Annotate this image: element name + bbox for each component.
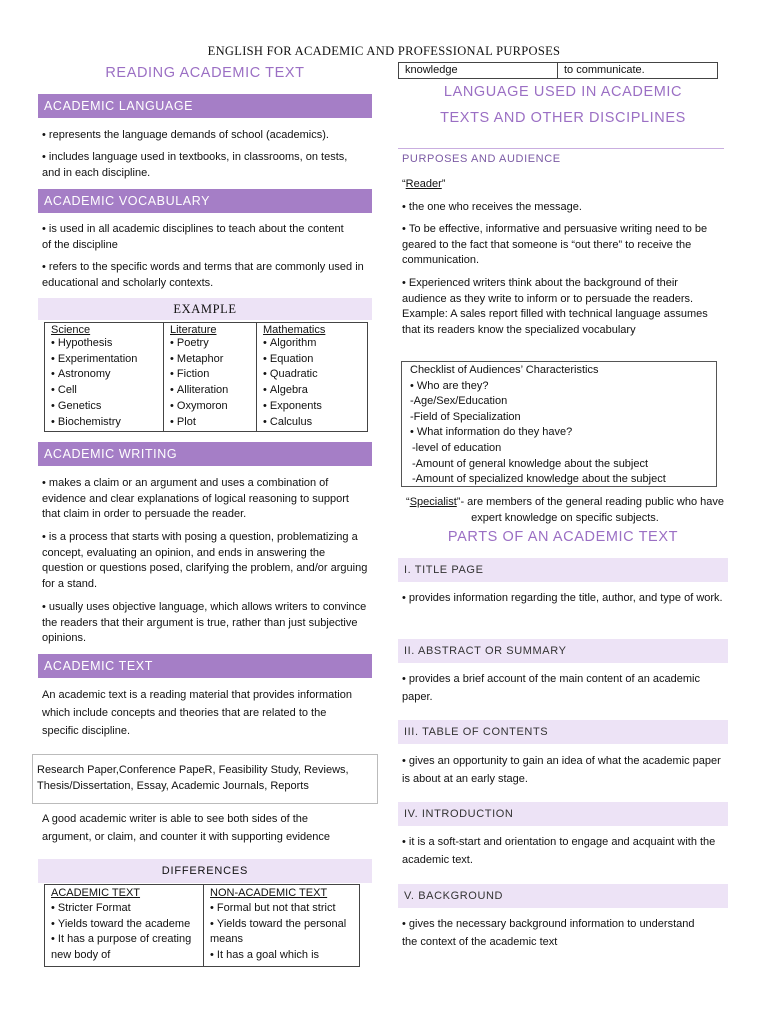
document-header-title: ENGLISH FOR ACADEMIC AND PROFESSIONAL PURPOSES [207, 44, 561, 58]
title-page-text: • provides information regarding the title, author, and type of work. [402, 592, 723, 604]
differences-col-title: ACADEMIC TEXT [51, 887, 141, 899]
example-item: • Alliteration [170, 383, 250, 399]
example-item: • Calculus [263, 415, 361, 431]
example-item: • Cell [51, 383, 157, 399]
specialist-text: - are members of the general reading public who have expert knowledge on specific subjects. [460, 496, 724, 524]
example-item: • Oxymoron [170, 399, 250, 415]
purposes-bullet-1: • the one who receives the message. [402, 200, 722, 216]
checklist-line: -Field of Specialization [410, 410, 521, 423]
example-item: • Experimentation [51, 352, 157, 368]
example-item: • Equation [263, 352, 361, 368]
continued-cell-left: knowledge [399, 63, 558, 79]
academic-text-heading: ACADEMIC TEXT [38, 654, 372, 678]
checklist-line: • What information do they have? [410, 426, 573, 439]
specialist-term: Specialist [409, 496, 457, 508]
checklist-title: Checklist of Audiences’ Characteristics [410, 364, 599, 376]
differences-table [44, 884, 360, 967]
academic-writing-bullet-1: • makes a claim or an argument and uses a combination of evidence and clear explanations of logical reasoning to support that claim in order to persuade the reader. [42, 476, 360, 523]
example-item: • Poetry [170, 336, 250, 352]
differences-col-title: NON-ACADEMIC TEXT [210, 887, 328, 899]
differences-item: • Formal but not that strict [210, 901, 353, 917]
academic-writing-bullet-3: • usually uses objective language, which allows writers to convince the readers that their argument is true, rather than just subjective opinions. [42, 600, 368, 647]
title-page-heading: I. TITLE PAGE [398, 558, 728, 582]
academic-language-bullet-1: • represents the language demands of school (academics). [42, 128, 372, 144]
example-item: • Quadratic [263, 367, 361, 383]
example-item: • Genetics [51, 399, 157, 415]
academic-vocabulary-bullet-2: • refers to the specific words and terms that are commonly used in educational and scholarly contexts. [42, 260, 368, 291]
introduction-heading: IV. INTRODUCTION [398, 802, 728, 826]
differences-item: • Stricter Format [51, 901, 197, 917]
continued-table-row [398, 62, 718, 79]
academic-writing-heading: ACADEMIC WRITING [38, 442, 372, 466]
introduction-text: • it is a soft-start and orientation to engage and acquaint with the academic text. [402, 836, 716, 866]
background-heading: V. BACKGROUND [398, 884, 728, 908]
differences-item: • Yields toward the academe [51, 917, 197, 933]
table-of-contents-text: • gives an opportunity to gain an idea of what the academic paper is about at an early stage. [402, 755, 721, 785]
differences-item: • Yields toward the personal means [210, 917, 353, 948]
example-col-science [45, 323, 164, 432]
differences-item: • It has a goal which is [210, 948, 353, 964]
checklist-line: -Age/Sex/Education [410, 395, 508, 408]
example-table [44, 322, 368, 432]
academic-vocabulary-heading: ACADEMIC VOCABULARY [38, 189, 372, 213]
continued-cell-right: to communicate. [558, 63, 718, 79]
good-academic-writer-text: A good academic writer is able to see both sides of the argument, or claim, and counter it with supporting evidence [42, 813, 330, 843]
example-col-title: Mathematics [263, 324, 326, 336]
academic-language-bullet-2: • includes language used in textbooks, in classrooms, on tests, and in each discipline. [42, 150, 362, 181]
abstract-text: • provides a brief account of the main content of an academic paper. [402, 673, 700, 703]
reader-label: Reader [405, 178, 442, 190]
purposes-bullet-2: • To be effective, informative and persuasive writing need to be geared to the fact that someone is “out there” to receive the communication. [402, 222, 720, 269]
parts-of-academic-text-title: PARTS OF AN ACADEMIC TEXT [447, 529, 679, 545]
purposes-audience-heading: PURPOSES AND AUDIENCE [402, 153, 561, 165]
differences-col-academic [45, 885, 204, 967]
differences-col-non-academic [204, 885, 360, 967]
example-item: • Algebra [263, 383, 361, 399]
example-item: • Fiction [170, 367, 250, 383]
reading-academic-text-title: READING ACADEMIC TEXT [105, 65, 305, 81]
checklist-line: • Who are they? [410, 379, 489, 392]
checklist-line: -Amount of specialized knowledge about the subject [412, 473, 666, 486]
example-item: • Algorithm [263, 336, 361, 352]
academic-text-definition: An academic text is a reading material that provides information which include concepts and theories that are related to the specific discipline. [42, 689, 352, 737]
academic-writing-bullet-2: • is a process that starts with posing a question, problematizing a concept, evaluating an opinion, and ends in answering the question or questions posed, clarifying the problem, and/or arguing for a stand. [42, 530, 368, 592]
checklist-line: -Amount of general knowledge about the subject [412, 457, 649, 470]
example-item: • Biochemistry [51, 415, 157, 431]
example-heading: EXAMPLE [38, 298, 372, 320]
checklist-line: -level of education [412, 441, 502, 454]
differences-item: • It has a purpose of creating new body of [51, 932, 197, 963]
purposes-bullet-3: • Experienced writers think about the background of their audience as they write to inform or to persuade the readers. Example: A sales report filled with technical language assumes that its readers know the specialized vocabulary [402, 276, 724, 338]
background-text: • gives the necessary background information to understand the context of the academic text [402, 918, 695, 948]
academic-text-examples-box: Research Paper,Conference PapeR, Feasibility Study, Reviews, Thesis/Dissertation, Essay, Academic Journals, Reports [32, 754, 378, 804]
example-item: • Hypothesis [51, 336, 157, 352]
example-item: • Plot [170, 415, 250, 431]
language-used-title: LANGUAGE USED IN ACADEMIC TEXTS AND OTHER DISCIPLINES [440, 84, 686, 126]
audience-checklist-box [401, 361, 717, 487]
example-col-title: Science [51, 324, 91, 336]
section-divider [398, 148, 724, 149]
example-col-mathematics [257, 323, 368, 432]
academic-vocabulary-bullet-1: • is used in all academic disciplines to teach about the content of the discipline [42, 222, 352, 253]
table-of-contents-heading: III. TABLE OF CONTENTS [398, 720, 728, 744]
example-item: • Astronomy [51, 367, 157, 383]
academic-language-heading: ACADEMIC LANGUAGE [38, 94, 372, 118]
example-item: • Metaphor [170, 352, 250, 368]
differences-heading: DIFFERENCES [38, 859, 372, 883]
example-col-title: Literature [170, 324, 217, 336]
example-item: • Exponents [263, 399, 361, 415]
reader-label-row: “Reader” [402, 178, 446, 190]
specialist-definition: “Specialist”- are members of the general reading public who have expert knowledge on specific subjects. [406, 496, 724, 524]
example-col-literature [164, 323, 257, 432]
abstract-heading: II. ABSTRACT OR SUMMARY [398, 639, 728, 663]
